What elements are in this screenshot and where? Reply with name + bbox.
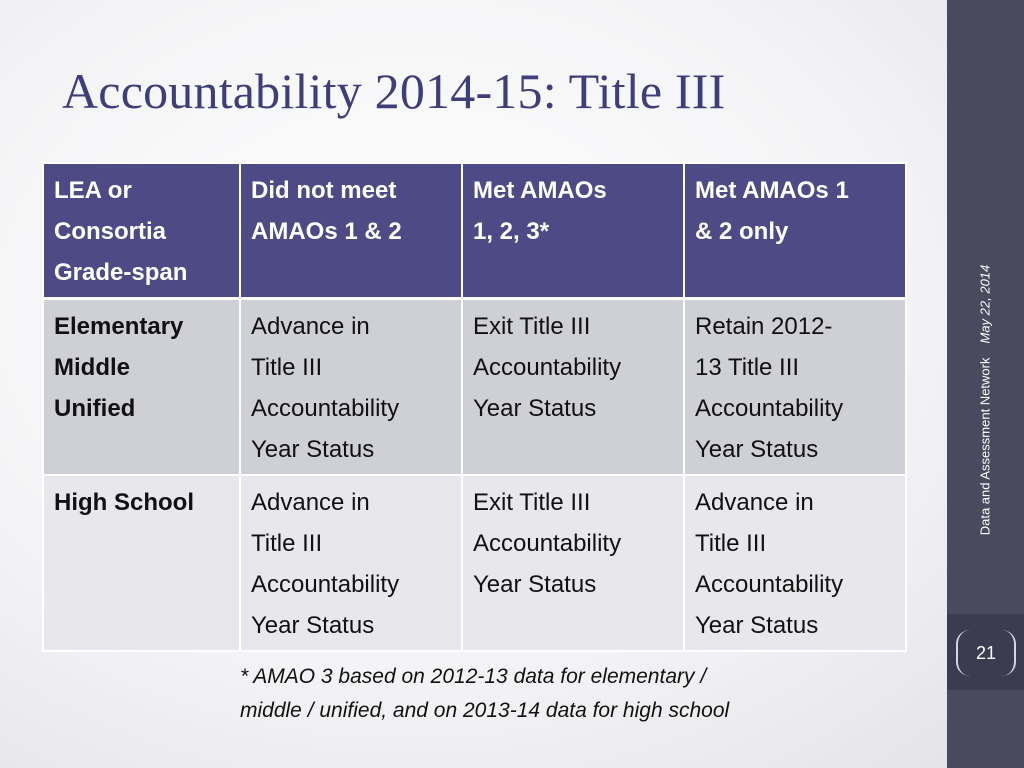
table-header-row bbox=[43, 163, 906, 299]
org-name: Data and Assessment Network bbox=[977, 357, 993, 536]
header-did-not-meet: Did not meet AMAOs 1 & 2 bbox=[240, 163, 462, 299]
table-cell: Advance in Title III Accountability Year Status bbox=[240, 475, 462, 651]
amao-status-table bbox=[42, 162, 907, 652]
header-met-all: Met AMAOs 1, 2, 3* bbox=[462, 163, 684, 299]
table-cell: Advance in Title III Accountability Year Status bbox=[240, 299, 462, 476]
slide-date: May 22, 2014 bbox=[977, 264, 993, 344]
header-met-1-2-only: Met AMAOs 1 & 2 only bbox=[684, 163, 906, 299]
table-cell: Exit Title III Accountability Year Status bbox=[462, 299, 684, 476]
table-row bbox=[43, 299, 906, 476]
table-cell: Exit Title III Accountability Year Status bbox=[462, 475, 684, 651]
slide-title: Accountability 2014-15: Title III bbox=[62, 63, 726, 119]
header-grade-span: LEA or Consortia Grade-span bbox=[43, 163, 240, 299]
footnote: * AMAO 3 based on 2012-13 data for elementary / middle / unified, and on 2013-14 data for high school bbox=[240, 665, 730, 722]
sidebar-footer-text bbox=[978, 265, 993, 536]
row-label-elementary-middle-unified: Elementary Middle Unified bbox=[43, 299, 240, 476]
table-cell: Retain 2012- 13 Title III Accountability Year Status bbox=[684, 299, 906, 476]
row-label-high-school: High School bbox=[43, 475, 240, 651]
table-cell: Advance in Title III Accountability Year Status bbox=[684, 475, 906, 651]
table-row bbox=[43, 475, 906, 651]
page-number: 21 bbox=[956, 630, 1016, 676]
